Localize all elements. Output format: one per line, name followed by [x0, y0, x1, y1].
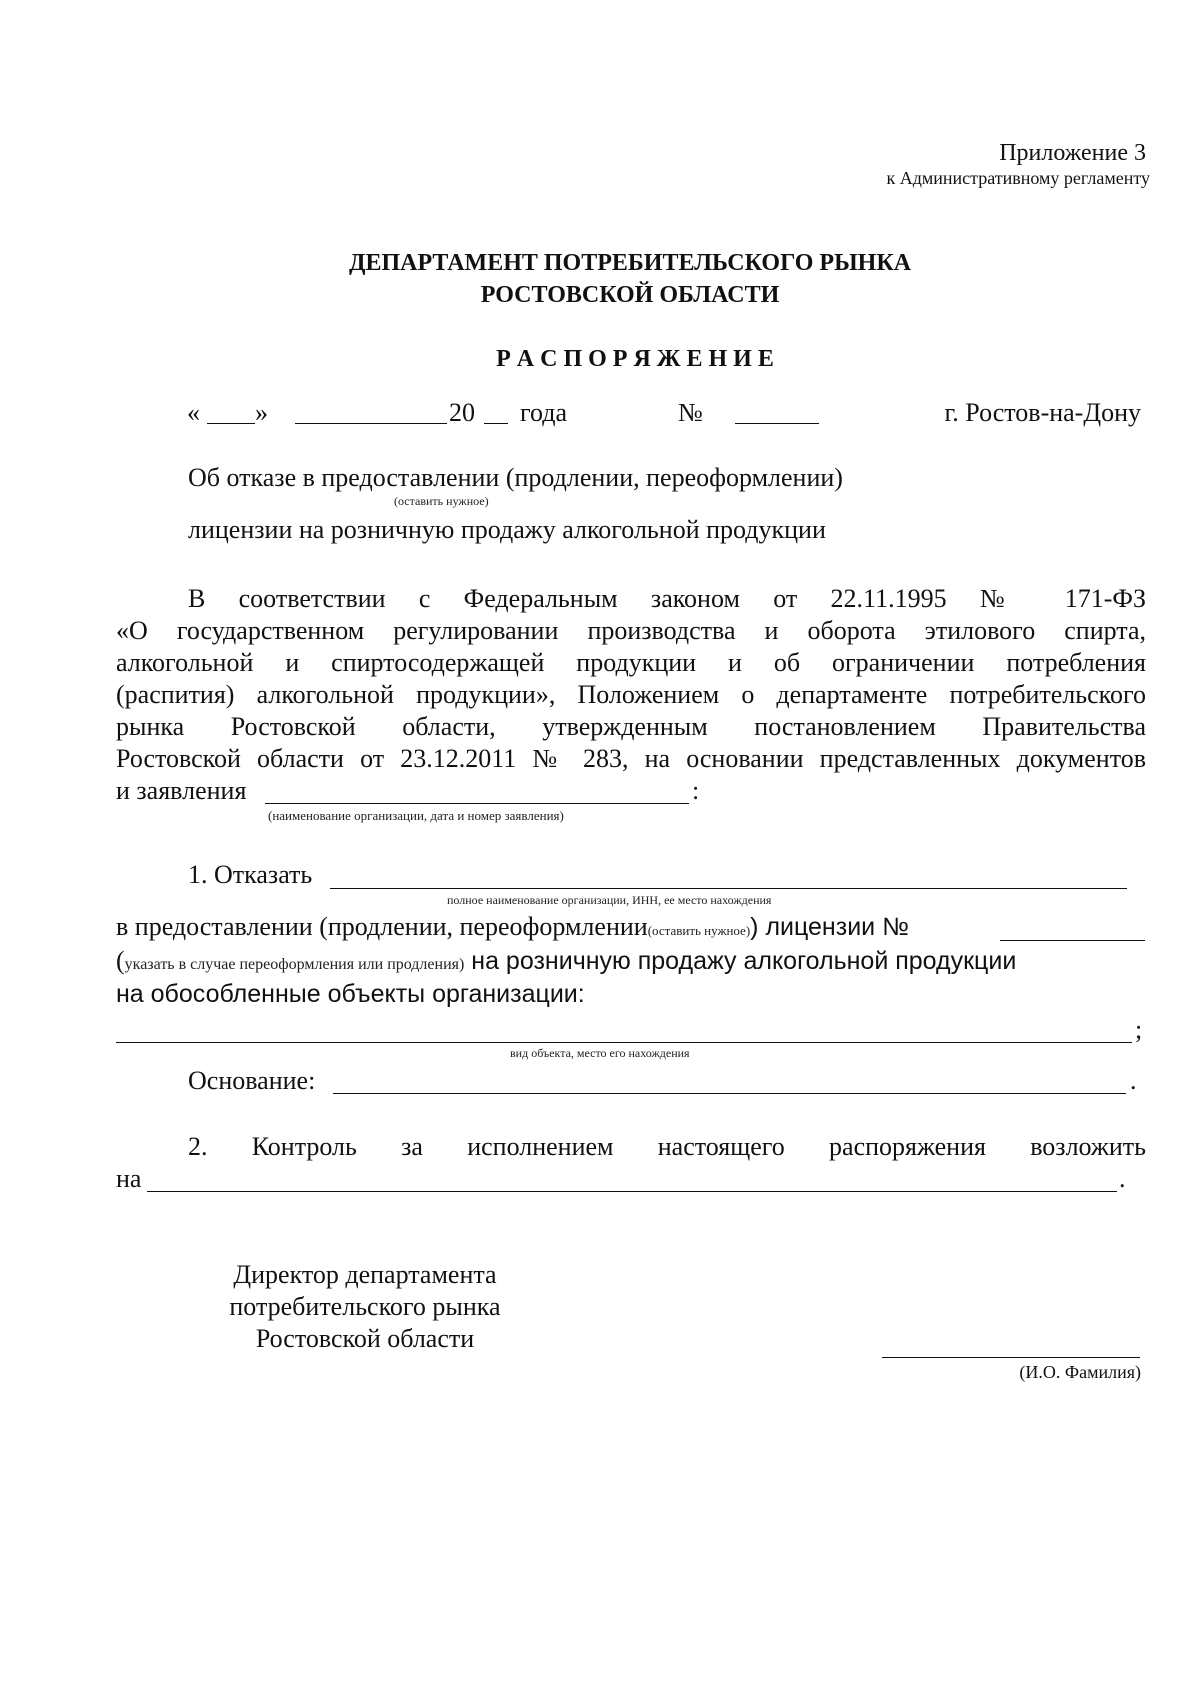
application-hint: (наименование организации, дата и номер заявления) — [268, 808, 564, 823]
date-close-quote: » — [255, 398, 268, 427]
item1-line3-text: на розничную продажу алкогольной продукции — [464, 947, 1017, 975]
document-type: Р А С П О Р Я Ж Е Н И Е — [496, 346, 774, 372]
organization-blank[interactable] — [330, 888, 1127, 889]
signature-title-line1: Директор департамента — [233, 1260, 497, 1289]
preamble-line6: Ростовской области от 23.12.2011 № 283, на основании представленных документов — [116, 744, 1146, 773]
organization-hint: полное наименование организации, ИНН, ее место нахождения — [447, 893, 772, 907]
item2-line1: 2. Контроль за исполнением настоящего распоряжения возложить — [188, 1132, 1146, 1161]
appendix-label: Приложение 3 — [999, 140, 1146, 166]
item1-line4: на обособленные объекты организации: — [116, 980, 585, 1008]
item1-line3-hint: указать в случае переоформления или продления) — [124, 956, 465, 973]
objects-semicolon: ; — [1135, 1015, 1143, 1044]
date-open-quote: « — [187, 398, 200, 427]
item1-line3 — [116, 946, 1016, 976]
year-word: года — [520, 398, 568, 427]
item1-line2-text: в предоставлении (продлении, переоформлении — [116, 912, 648, 941]
signature-title-line3: Ростовской области — [255, 1324, 475, 1353]
preamble-colon: : — [692, 776, 700, 805]
item1-line2-license: ) лицензии № — [750, 913, 909, 941]
item2-line2: на — [116, 1164, 142, 1193]
subject-hint: (оставить нужное) — [394, 494, 489, 508]
org-name-line1: ДЕПАРТАМЕНТ ПОТРЕБИТЕЛЬСКОГО РЫНКА — [348, 250, 912, 276]
signature-blank[interactable] — [882, 1357, 1140, 1358]
month-blank[interactable] — [295, 423, 447, 424]
preamble-line1: В соответствии с Федеральным законом от 22.11.1995 № 171-ФЗ — [188, 584, 1146, 613]
item2-period: . — [1119, 1164, 1126, 1193]
preamble-line5: рынка Ростовской области, утвержденным постановлением Правительства — [116, 712, 1146, 741]
application-blank[interactable] — [265, 803, 689, 804]
basis-label: Основание: — [188, 1066, 316, 1095]
item1-line2-hint: (оставить нужное) — [647, 923, 751, 938]
preamble-line3: алкогольной и спиртосодержащей продукции и об ограничении потребления — [116, 648, 1146, 677]
preamble-line7: и заявления — [116, 776, 247, 805]
subject-line2: лицензии на розничную продажу алкогольной продукции — [188, 515, 826, 544]
signature-title-line2: потребительского рынка — [229, 1292, 501, 1321]
basis-period: . — [1130, 1066, 1137, 1095]
subject-line1: Об отказе в предоставлении (продлении, переоформлении) — [188, 463, 843, 492]
license-number-blank[interactable] — [1000, 940, 1145, 941]
objects-hint: вид объекта, место его нахождения — [510, 1046, 690, 1060]
item1-line3-paren: ( — [116, 946, 125, 975]
basis-blank[interactable] — [333, 1093, 1126, 1094]
objects-blank[interactable] — [116, 1042, 1132, 1043]
year-blank[interactable] — [484, 423, 508, 424]
item1-label: 1. Отказать — [188, 860, 313, 889]
number-sign: № — [678, 398, 703, 427]
control-blank[interactable] — [147, 1191, 1117, 1192]
year-prefix: 20 — [449, 398, 475, 427]
day-blank[interactable] — [207, 423, 255, 424]
number-blank[interactable] — [735, 423, 819, 424]
preamble-line2: «О государственном регулировании производства и оборота этилового спирта, — [116, 616, 1146, 645]
preamble-line4: (распития) алкогольной продукции», Положением о департаменте потребительского — [116, 680, 1146, 709]
item1-line2 — [116, 912, 909, 942]
city: г. Ростов-на-Дону — [944, 398, 1141, 427]
org-name-line2: РОСТОВСКОЙ ОБЛАСТИ — [480, 282, 780, 308]
signature-name-hint: (И.О. Фамилия) — [1019, 1362, 1141, 1382]
appendix-subtitle: к Административному регламенту — [886, 168, 1150, 188]
